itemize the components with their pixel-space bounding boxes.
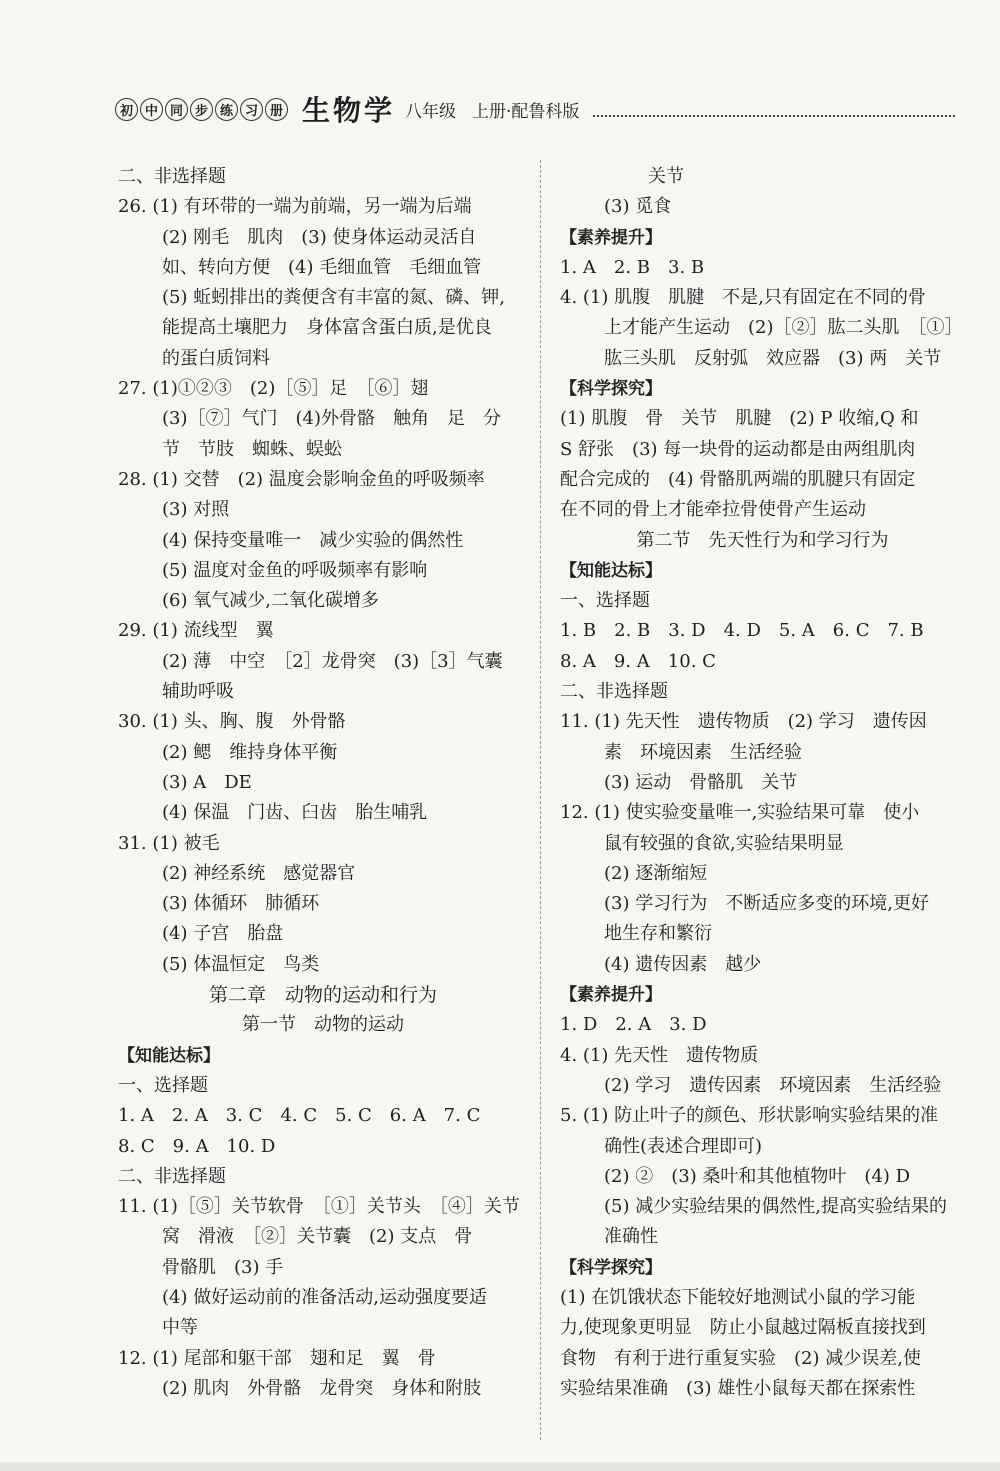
answer-line: (2) 肌肉 外骨骼 龙骨突 身体和附肢 — [162, 1377, 482, 1399]
answer-line: (3) 体循环 肺循环 — [162, 893, 320, 915]
answer-line: 食物 有利于进行重复实验 (2) 减少误差,使 — [560, 1347, 921, 1369]
answer-line: 12. (1) 尾部和躯干部 翅和足 翼 骨 — [118, 1347, 436, 1369]
answer-line: 地生存和繁衍 — [604, 923, 712, 945]
answer-line: 上才能产生运动 (2)［②］肱二头肌 ［①］ — [604, 317, 963, 339]
answer-line: (5) 蚯蚓排出的粪便含有丰富的氮、磷、钾, — [162, 287, 505, 309]
answer-line: 11. (1)［⑤］关节软骨 ［①］关节头 ［④］关节 — [118, 1196, 520, 1218]
answer-line: (4) 保持变量唯一 减少实验的偶然性 — [162, 529, 464, 551]
section-heading: 【素养提升】 — [560, 985, 662, 1006]
answer-line: 1. D 2. A 3. D — [560, 1014, 707, 1036]
answer-line: (3)［⑦］气门 (4)外骨骼 触角 足 分 — [162, 408, 501, 430]
answer-line: 骨骼肌 (3) 手 — [162, 1256, 284, 1278]
answer-line: (3) 学习行为 不断适应多变的环境,更好 — [604, 893, 929, 915]
answer-line: (4) 保温 门齿、臼齿 胎生哺乳 — [162, 802, 428, 824]
answer-line: (2) 神经系统 感觉器官 — [162, 862, 356, 884]
section-heading: 【素养提升】 — [560, 227, 662, 248]
column-divider — [540, 160, 541, 1440]
section-title: 第一节 动物的运动 — [242, 1014, 404, 1036]
answer-line: 中等 — [162, 1317, 198, 1339]
answer-line: (4) 做好运动前的准备活动,运动强度要适 — [162, 1286, 487, 1308]
answer-line: (3) 对照 — [162, 499, 230, 521]
series-title — [115, 98, 290, 121]
answer-line: 5. (1) 防止叶子的颜色、形状影响实验结果的准 — [560, 1105, 939, 1127]
answer-line: (4) 遗传因素 越少 — [604, 953, 762, 975]
section-title: 第二节 先天性行为和学习行为 — [636, 529, 889, 551]
answer-line: 素 环境因素 生活经验 — [604, 741, 802, 763]
answer-line: (2) ② (3) 桑叶和其他植物叶 (4) D — [604, 1165, 911, 1187]
answer-line: 11. (1) 先天性 遗传物质 (2) 学习 遗传因 — [560, 711, 927, 733]
answer-line: 在不同的骨上才能牵拉骨使骨产生运动 — [560, 499, 866, 521]
series-char: 初 — [115, 98, 138, 121]
answer-line: 26. (1) 有环带的一端为前端，另一端为后端 — [118, 196, 472, 218]
answer-line: (1) 在饥饿状态下能较好地测试小鼠的学习能 — [560, 1286, 916, 1308]
answer-line: 二、非选择题 — [118, 1165, 226, 1187]
answer-line: 窝 滑液 ［②］关节囊 (2) 支点 骨 — [162, 1226, 473, 1248]
answer-line: 一、选择题 — [118, 1074, 208, 1096]
series-char: 练 — [215, 98, 238, 121]
answer-line: (1) 肌腹 骨 关节 肌腱 (2) P 收缩,Q 和 — [560, 408, 919, 430]
answer-line: 实验结果准确 (3) 雄性小鼠每天都在探索性 — [560, 1377, 916, 1399]
answer-line: (2) 逐渐缩短 — [604, 862, 708, 884]
series-char: 习 — [240, 98, 263, 121]
answer-line: 关节 — [648, 166, 684, 187]
answer-line: S 舒张 (3) 每一块骨的运动都是由两组肌肉 — [560, 438, 916, 460]
answer-line: 确性(表述合理即可) — [604, 1135, 763, 1157]
answer-line: 配合完成的 (4) 骨骼肌两端的肌腱只有固定 — [560, 468, 916, 490]
answer-line: 的蛋白质饲料 — [162, 347, 270, 369]
answer-line: 30. (1) 头、胸、腹 外骨骼 — [118, 711, 346, 733]
answer-line: (5) 温度对金鱼的呼吸频率有影响 — [162, 559, 428, 581]
answer-line: 1. A 2. B 3. B — [560, 256, 705, 278]
chapter-title: 第二章 动物的运动和行为 — [208, 984, 437, 1007]
answer-line: 鼠有较强的食欲,实验结果明显 — [604, 832, 844, 854]
answer-line: (3) 运动 骨骼肌 关节 — [604, 771, 798, 793]
answer-line: 一、选择题 — [560, 590, 650, 612]
answer-line: 二、非选择题 — [118, 166, 226, 187]
answer-line: 肱三头肌 反射弧 效应器 (3) 两 关节 — [604, 347, 942, 369]
section-heading: 【科学探究】 — [560, 1257, 662, 1278]
answer-line: 8. A 9. A 10. C — [560, 650, 716, 672]
answer-line: (2) 学习 遗传因素 环境因素 生活经验 — [604, 1074, 942, 1096]
series-char: 同 — [165, 98, 188, 121]
answer-line: 力,使现象更明显 防止小鼠越过隔板直接找到 — [560, 1317, 926, 1339]
section-heading: 【知能达标】 — [560, 560, 662, 581]
answer-line: 如、转向方便 (4) 毛细血管 毛细血管 — [162, 256, 482, 278]
series-char: 册 — [265, 98, 288, 121]
answer-line: 能提高土壤肥力 身体富含蛋白质,是优良 — [162, 317, 492, 339]
series-char: 步 — [190, 98, 213, 121]
section-heading: 【科学探究】 — [560, 379, 662, 400]
header-dotted-rule — [593, 101, 955, 117]
answer-line: 29. (1) 流线型 翼 — [118, 620, 274, 642]
page-header — [115, 92, 955, 126]
answer-line: (3) 觅食 — [604, 196, 672, 218]
left-column — [118, 162, 528, 1404]
edition-label: 上册·配鲁科版 — [472, 101, 580, 122]
answer-line: 12. (1) 使实验变量唯一,实验结果可靠 使小 — [560, 802, 920, 824]
answer-line: (2) 薄 中空 ［2］龙骨突 (3)［3］气囊 — [162, 650, 503, 672]
answer-line: 节 节肢 蜘蛛、蜈蚣 — [162, 438, 342, 460]
page-footer-strip — [0, 1462, 1000, 1471]
answer-line: (3) A DE — [162, 771, 252, 793]
answer-line: 辅助呼吸 — [162, 681, 234, 703]
answer-line: 31. (1) 被毛 — [118, 832, 220, 854]
answer-line: 28. (1) 交替 (2) 温度会影响金鱼的呼吸频率 — [118, 468, 485, 490]
answer-line: 27. (1)①②③ (2)［⑤］足 ［⑥］翅 — [118, 378, 429, 400]
answer-line: 1. A 2. A 3. C 4. C 5. C 6. A 7. C — [118, 1105, 481, 1127]
answer-line: (4) 子宫 胎盘 — [162, 923, 284, 945]
series-char: 中 — [140, 98, 163, 121]
answer-line: 4. (1) 肌腹 肌腱 不是,只有固定在不同的骨 — [560, 287, 926, 309]
answer-line: 1. B 2. B 3. D 4. D 5. A 6. C 7. B — [560, 620, 924, 642]
answer-line: 4. (1) 先天性 遗传物质 — [560, 1044, 759, 1066]
section-heading: 【知能达标】 — [118, 1045, 220, 1066]
grade-label: 八年级 — [405, 101, 457, 122]
answer-line: (5) 体温恒定 鸟类 — [162, 953, 320, 975]
answer-line: 8. C 9. A 10. D — [118, 1135, 276, 1157]
answer-line: 准确性 — [604, 1226, 658, 1248]
subject-title: 生物学 — [302, 94, 396, 127]
answer-line: (2) 刚毛 肌肉 (3) 使身体运动灵活自 — [162, 226, 477, 248]
answer-line: (6) 氧气减少,二氧化碳增多 — [162, 590, 379, 612]
answer-line: (5) 减少实验结果的偶然性,提高实验结果的 — [604, 1196, 947, 1218]
answer-line: 二、非选择题 — [560, 681, 668, 703]
answer-line: (2) 鳃 维持身体平衡 — [162, 741, 338, 763]
right-column — [560, 162, 965, 1404]
